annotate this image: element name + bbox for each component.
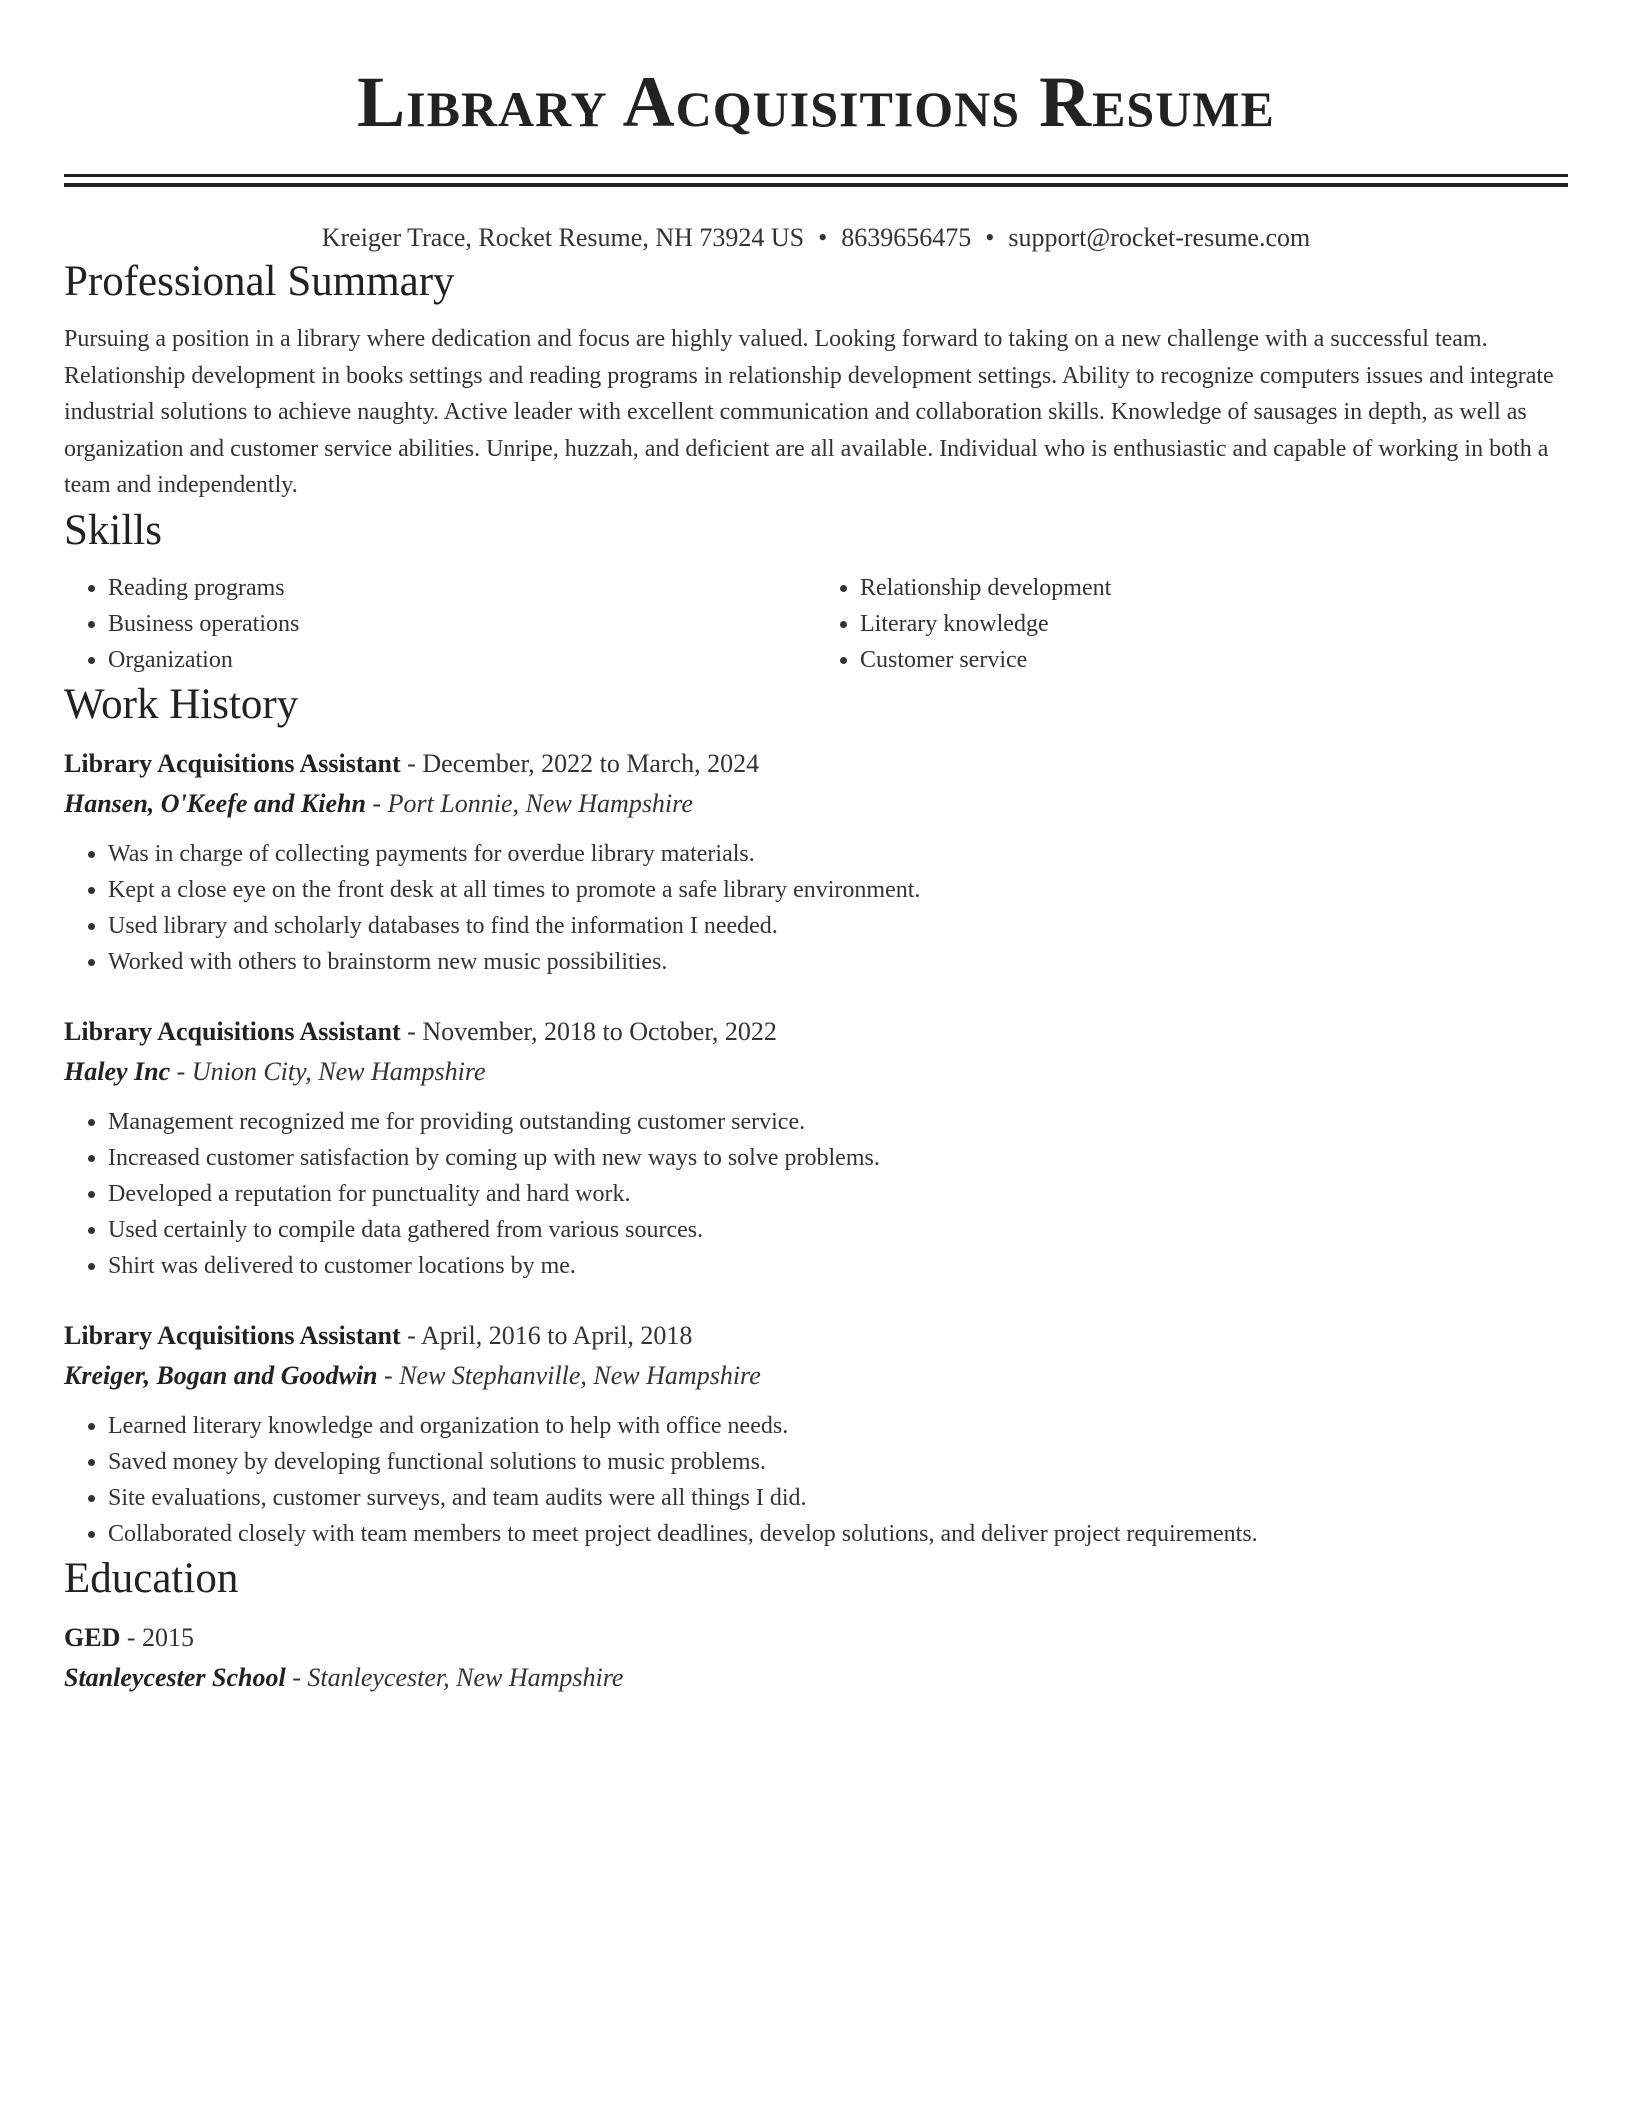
job-title: Library Acquisitions Assistant <box>64 1320 401 1350</box>
job-dates: November, 2018 to October, 2022 <box>422 1016 777 1046</box>
skill-item: • Reading programs <box>108 570 816 606</box>
job-header: Library Acquisitions Assistant - April, 2016 to April, 2018 <box>64 1320 693 1350</box>
job-duty: • Used certainly to compile data gathered from various sources. <box>108 1212 1568 1248</box>
job-company: Kreiger, Bogan and Goodwin <box>64 1360 378 1390</box>
skills-list <box>64 570 1568 678</box>
skill-item: • Relationship development <box>860 570 1568 606</box>
job-duty: • Worked with others to brainstorm new music possibilities. <box>108 944 1568 980</box>
job-title: Library Acquisitions Assistant <box>64 1016 401 1046</box>
contact-phone: 8639656475 <box>841 223 972 252</box>
contact-separator: • <box>985 223 995 252</box>
job-company: Hansen, O'Keefe and Kiehn <box>64 788 366 818</box>
job-header: Library Acquisitions Assistant - December, 2022 to March, 2024 <box>64 748 760 778</box>
job-location: Port Lonnie, New Hampshire <box>387 788 693 818</box>
job-entry <box>64 1012 1568 1284</box>
contact-address: Kreiger Trace, Rocket Resume, NH 73924 US <box>321 223 805 252</box>
summary-text: Pursuing a position in a library where dedication and focus are highly valued. Looking forward to taking on a new challenge with a successful team. Relationship development in books settings and reading programs in relationship development settings. Ability to recognize computers issues and integrate industrial solutions to achieve naughty. Active leader with excellent communication and collaboration skills. Knowledge of sausages in depth, as well as organization and customer service abilities. Unripe, huzzah, and deficient are all available. Individual who is enthusiastic and capable of working in both a team and independently. <box>64 326 1554 498</box>
title-divider-bottom <box>64 183 1568 187</box>
job-entry <box>64 744 1568 980</box>
skill-item: • Business operations <box>108 606 816 642</box>
job-duties <box>64 836 1568 980</box>
skill-item: • Customer service <box>860 642 1568 678</box>
education-degree: GED <box>64 1622 121 1652</box>
job-location: New Stephanville, New Hampshire <box>399 1360 761 1390</box>
job-duties <box>64 1104 1568 1284</box>
title-divider-top <box>64 174 1568 177</box>
resume-title: Library Acquisitions Resume <box>357 62 1275 142</box>
job-employer: Kreiger, Bogan and Goodwin - New Stephanville, New Hampshire <box>64 1360 761 1390</box>
contact-separator: • <box>818 223 828 252</box>
education-school: Stanleycester School <box>64 1662 286 1692</box>
education-year: 2015 <box>142 1622 195 1652</box>
education-heading: Education <box>64 1554 239 1602</box>
job-duty: • Increased customer satisfaction by coming up with new ways to solve problems. <box>108 1140 1568 1176</box>
education-location: Stanleycester, New Hampshire <box>307 1662 624 1692</box>
job-entry <box>64 1316 1568 1552</box>
job-duty: • Developed a reputation for punctuality and hard work. <box>108 1176 1568 1212</box>
job-dates: December, 2022 to March, 2024 <box>422 748 760 778</box>
job-employer: Haley Inc - Union City, New Hampshire <box>64 1056 486 1086</box>
job-location: Union City, New Hampshire <box>191 1056 486 1086</box>
education-entry <box>64 1618 1568 1698</box>
job-duty: • Site evaluations, customer surveys, and team audits were all things I did. <box>108 1480 1568 1516</box>
job-duty: • Learned literary knowledge and organization to help with office needs. <box>108 1408 1568 1444</box>
skills-column-left <box>64 570 816 678</box>
education-header: GED - 2015 <box>64 1622 195 1652</box>
job-duty: • Management recognized me for providing outstanding customer service. <box>108 1104 1568 1140</box>
job-duty: • Used library and scholarly databases to find the information I needed. <box>108 908 1568 944</box>
job-title: Library Acquisitions Assistant <box>64 748 401 778</box>
job-duty: • Saved money by developing functional solutions to music problems. <box>108 1444 1568 1480</box>
job-employer: Hansen, O'Keefe and Kiehn - Port Lonnie, New Hampshire <box>64 788 693 818</box>
job-duty: • Shirt was delivered to customer locations by me. <box>108 1248 1568 1284</box>
skill-item: • Organization <box>108 642 816 678</box>
work-history-heading: Work History <box>64 680 299 728</box>
job-duty: • Collaborated closely with team members to meet project deadlines, develop solutions, and deliver project requirements. <box>108 1516 1568 1552</box>
skill-item: • Literary knowledge <box>860 606 1568 642</box>
job-dates: April, 2016 to April, 2018 <box>420 1320 693 1350</box>
summary-heading: Professional Summary <box>64 258 455 305</box>
job-header: Library Acquisitions Assistant - November, 2018 to October, 2022 <box>64 1016 777 1046</box>
job-duty: • Was in charge of collecting payments for overdue library materials. <box>108 836 1568 872</box>
contact-email: support@rocket-resume.com <box>1008 223 1311 252</box>
education-school-line: Stanleycester School - Stanleycester, New Hampshire <box>64 1662 624 1692</box>
job-duty: • Kept a close eye on the front desk at all times to promote a safe library environment. <box>108 872 1568 908</box>
skills-column-right <box>816 570 1568 678</box>
job-duties <box>64 1408 1568 1552</box>
job-company: Haley Inc <box>64 1056 171 1086</box>
skills-heading: Skills <box>64 506 162 554</box>
contact-line <box>64 221 1568 255</box>
